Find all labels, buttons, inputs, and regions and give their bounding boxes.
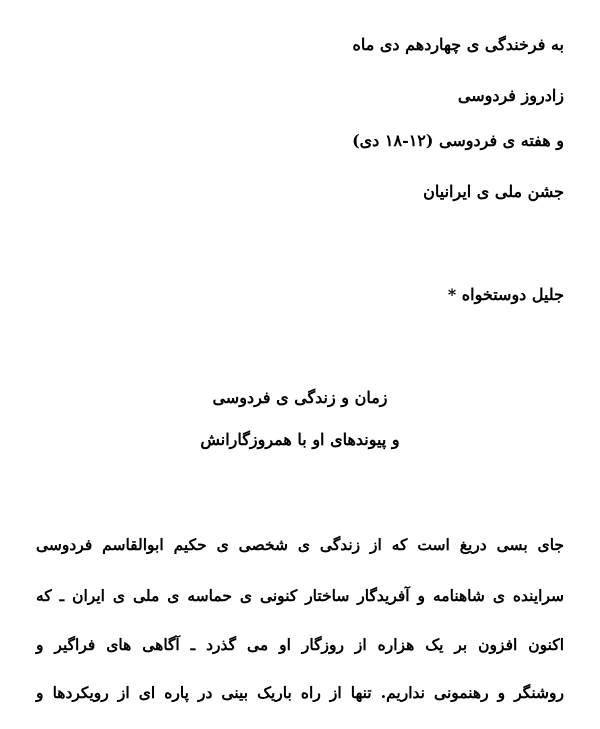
body-line-1: جای بسی دریغ است که از زندگی ی شخصی ی حکیم ابوالقاسم فردوسی <box>36 535 564 554</box>
dedication-line-4: جشن ملی ی ایرانیان <box>423 182 564 201</box>
body-line-3: اکنون افزون بر یک هزاره از روزگار او می گذرد ـ آگاهی های فراگیر و <box>36 635 564 654</box>
dedication-line-3: و هفته ی فردوسی (۱۲-۱۸ دی) <box>352 131 564 150</box>
article-title-line-2: و پیوندهای او با همروزگارانش <box>200 430 400 449</box>
article-title-line-1: زمان و زندگی ی فردوسی <box>212 388 388 407</box>
dedication-line-2: زادروز فردوسی <box>457 86 564 105</box>
body-line-4: روشنگر و رهنمونی نداریم. تنها از راه باریک بینی در پاره ای از رویکردها و <box>36 683 564 702</box>
body-line-2: سراینده ی شاهنامه و آفریدگار ساختار کنونی ی حماسه ی ملی ی ایران ـ که <box>36 586 564 605</box>
author-name: جلیل دوستخواه * <box>447 285 564 304</box>
dedication-line-1: به فرخندگی ی چهاردهم دی ماه <box>352 35 564 54</box>
